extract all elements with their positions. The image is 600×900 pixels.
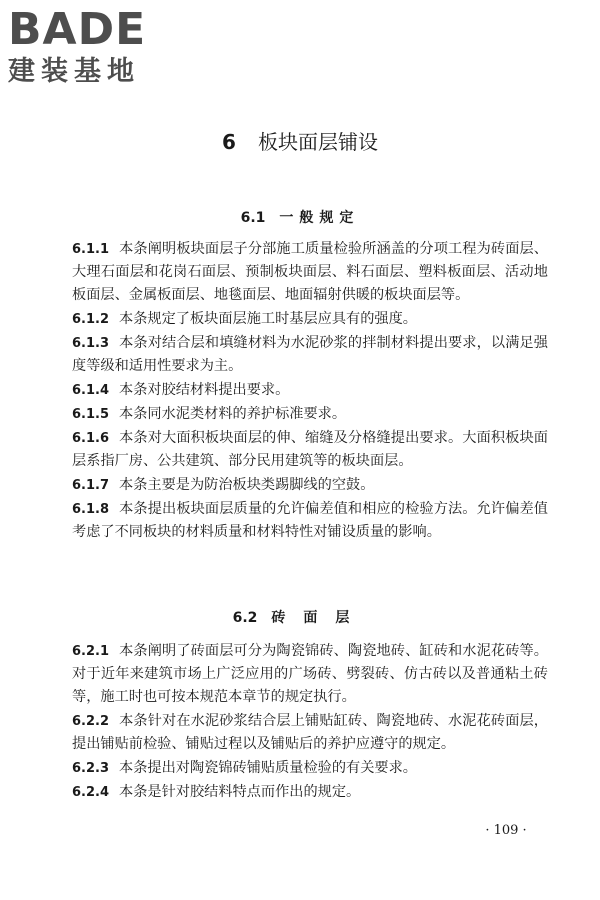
brand-logo — [8, 6, 178, 88]
clause-text: 本条针对在水泥砂浆结合层上铺贴缸砖、陶瓷地砖、水泥花砖面层，提出铺贴前检验、铺贴过程以及铺贴后的养护应遵守的规定。 — [72, 713, 548, 752]
section-6-1-clauses — [72, 238, 548, 545]
clause-text: 本条对结合层和填缝材料为水泥砂浆的拌制材料提出要求，以满足强度等级和适用性要求为主。 — [72, 335, 548, 374]
clause-number: 6.1.6 — [72, 431, 110, 446]
clause-number: 6.1.2 — [72, 312, 110, 327]
clause-6-2-3 — [72, 757, 548, 780]
clause-number: 6.2.3 — [72, 761, 110, 776]
clause-6-2-2 — [72, 710, 548, 756]
clause-6-1-2 — [72, 308, 548, 331]
logo-brand-text: BADE — [8, 4, 147, 55]
chapter-heading — [0, 128, 600, 156]
clause-text: 本条是针对胶结料特点而作出的规定。 — [119, 784, 361, 800]
clause-6-1-7 — [72, 474, 548, 497]
clause-number: 6.1.8 — [72, 502, 110, 517]
section-6-2-clauses — [72, 640, 548, 805]
clause-number: 6.1.4 — [72, 383, 110, 398]
clause-6-1-4 — [72, 379, 548, 402]
section-number: 6.2 — [232, 610, 258, 626]
section-heading-6-2 — [0, 608, 600, 628]
clause-6-2-4 — [72, 781, 548, 804]
page-number: · 109 · — [485, 823, 527, 838]
clause-number: 6.1.3 — [72, 336, 110, 351]
clause-number: 6.2.4 — [72, 785, 110, 800]
logo-subtitle: 建装基地 — [8, 56, 140, 87]
section-title: 砖面层 — [271, 610, 368, 626]
clause-text: 本条同水泥类材料的养护标准要求。 — [119, 406, 347, 422]
clause-text: 本条提出板块面层质量的允许偏差值和相应的检验方法。允许偏差值考虑了不同板块的材料质量和材料特性对铺设质量的影响。 — [72, 501, 548, 540]
clause-text: 本条主要是为防治板块类踢脚线的空鼓。 — [119, 477, 375, 493]
clause-6-1-5 — [72, 403, 548, 426]
clause-text: 本条阐明板块面层子分部施工质量检验所涵盖的分项工程为砖面层、大理石面层和花岗石面层、预制板块面层、料石面层、塑料板面层、活动地板面层、金属板面层、地毯面层、地面辐射供暖的板块面层等。 — [72, 241, 548, 303]
clause-number: 6.2.2 — [72, 714, 110, 729]
section-number: 6.1 — [240, 210, 266, 226]
clause-number: 6.2.1 — [72, 644, 110, 659]
clause-text: 本条提出对陶瓷锦砖铺贴质量检验的有关要求。 — [119, 760, 417, 776]
clause-text: 本条对大面积板块面层的伸、缩缝及分格缝提出要求。大面积板块面层系指厂房、公共建筑、部分民用建筑等的板块面层。 — [72, 430, 548, 469]
clause-6-1-8 — [72, 498, 548, 544]
clause-number: 6.1.7 — [72, 478, 110, 493]
clause-number: 6.1.5 — [72, 407, 110, 422]
section-title: 一般规定 — [279, 210, 360, 226]
chapter-number: 6 — [222, 130, 236, 154]
clause-6-1-6 — [72, 427, 548, 473]
clause-text: 本条对胶结材料提出要求。 — [119, 382, 290, 398]
section-heading-6-1 — [0, 208, 600, 228]
clause-6-1-1 — [72, 238, 548, 307]
clause-text: 本条阐明了砖面层可分为陶瓷锦砖、陶瓷地砖、缸砖和水泥花砖等。对于近年来建筑市场上广泛应用的广场砖、劈裂砖、仿古砖以及普通粘土砖等，施工时也可按本规范本章节的规定执行。 — [72, 643, 548, 705]
chapter-title: 板块面层铺设 — [257, 130, 378, 154]
clause-number: 6.1.1 — [72, 242, 110, 257]
clause-6-2-1 — [72, 640, 548, 709]
clause-6-1-3 — [72, 332, 548, 378]
clause-text: 本条规定了板块面层施工时基层应具有的强度。 — [119, 311, 417, 327]
